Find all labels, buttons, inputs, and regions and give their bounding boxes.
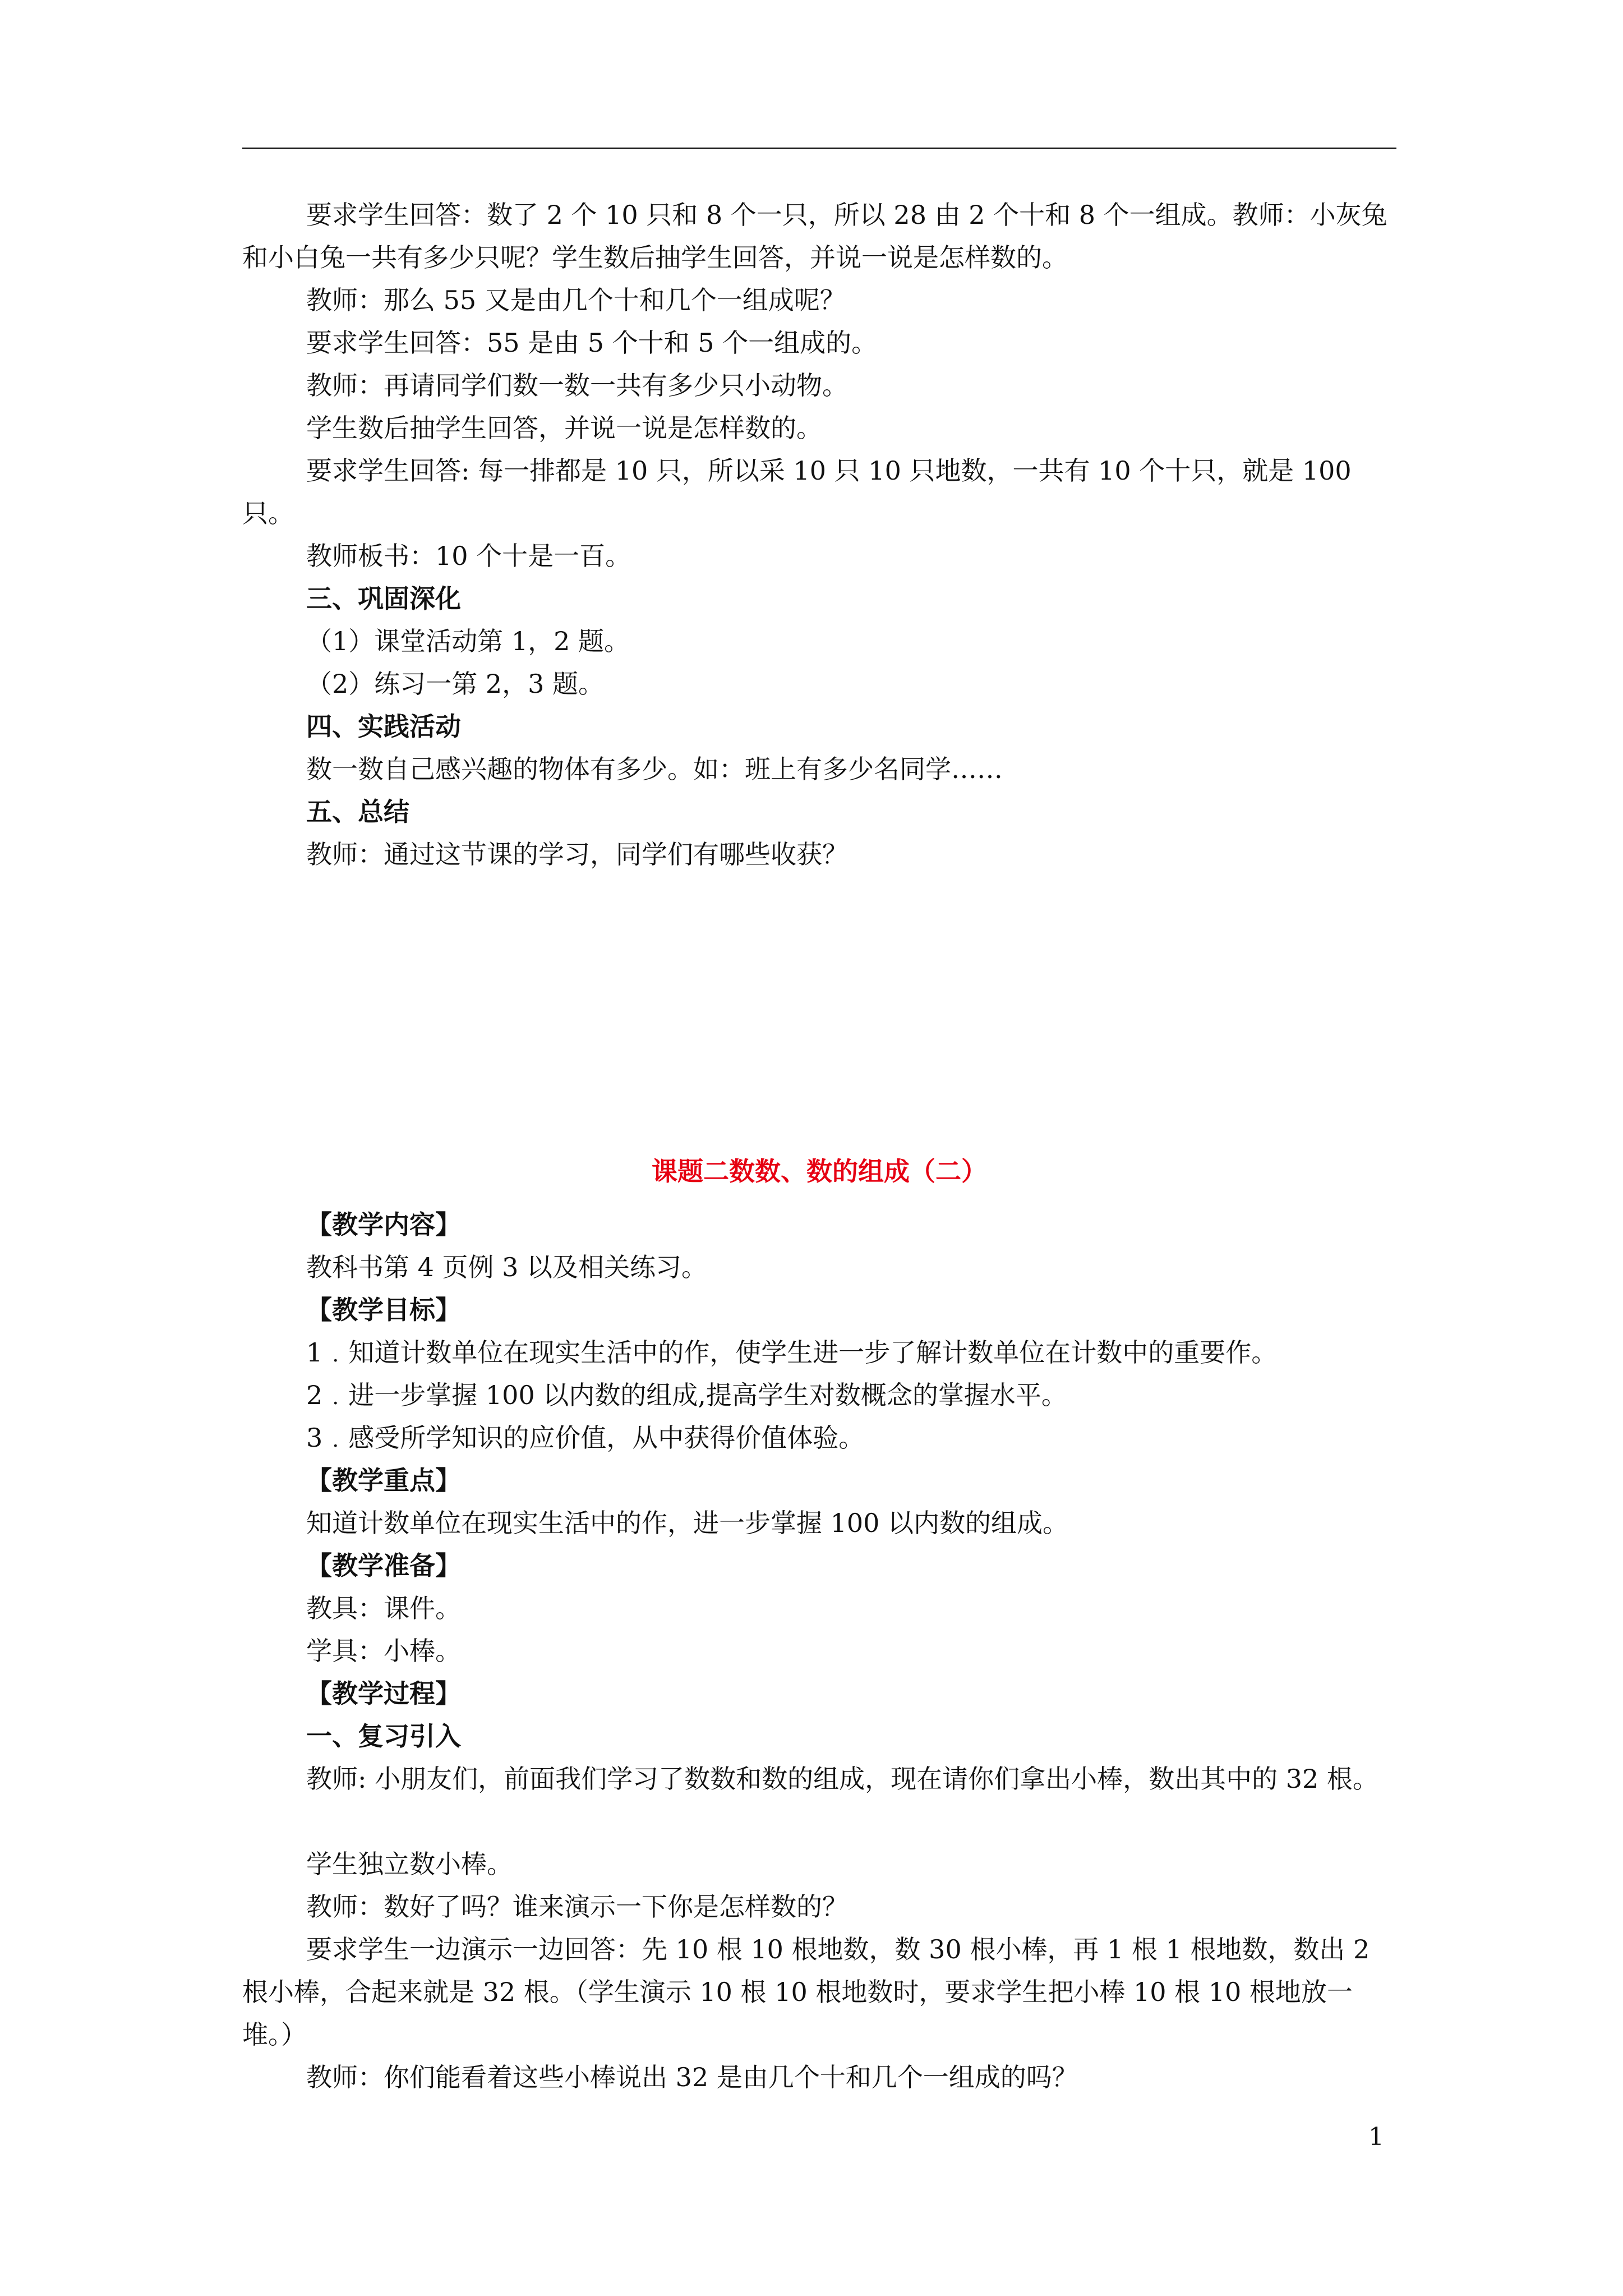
paragraph: 教师：通过这节课的学习，同学们有哪些收获？ bbox=[306, 839, 848, 869]
section-heading: 四、实践活动 bbox=[306, 711, 461, 742]
paragraph: 要求学生回答：55 是由 5 个十和 5 个一组成的。 bbox=[306, 328, 878, 358]
paragraph: 教师：数好了吗？谁来演示一下你是怎样数的？ bbox=[306, 1892, 848, 1922]
paragraph: 2﹒进一步掌握 100 以内数的组成,提高学生对数概念的掌握水平。 bbox=[306, 1380, 1067, 1410]
header-rule bbox=[242, 148, 1396, 149]
paragraph: （2）练习一第 2，3 题。 bbox=[306, 669, 605, 699]
paragraph: 学具：小棒。 bbox=[306, 1636, 461, 1666]
section-heading: 五、总结 bbox=[306, 797, 409, 827]
section-heading: 【教学过程】 bbox=[306, 1678, 461, 1709]
page-number: 1 bbox=[1368, 2123, 1384, 2151]
paragraph: 教师：那么 55 又是由几个十和几个一组成呢？ bbox=[306, 285, 846, 315]
section-heading: 三、巩固深化 bbox=[306, 583, 461, 614]
paragraph: （1）课堂活动第 1，2 题。 bbox=[306, 626, 630, 656]
paragraph: 教师板书：10 个十是一百。 bbox=[306, 541, 631, 571]
section-heading: 【教学准备】 bbox=[306, 1550, 461, 1581]
paragraph: 教具：课件。 bbox=[306, 1593, 461, 1623]
paragraph: 数一数自己感兴趣的物体有多少。如：班上有多少名同学…… bbox=[306, 754, 1003, 784]
section-heading: 【教学目标】 bbox=[306, 1295, 461, 1325]
paragraph: 学生独立数小棒。 bbox=[306, 1849, 513, 1879]
section-heading: 【教学内容】 bbox=[306, 1209, 461, 1240]
paragraph: 要求学生一边演示一边回答：先 10 根 10 根地数，数 30 根小棒，再 1 根 1 根地数，数出 2 根小棒，合起来就是 32 根。（学生演示 10 根 10 根地数时，要求学生把小棒 10 根 10 根地放一堆。） bbox=[242, 1934, 1370, 2050]
paragraph: 学生数后抽学生回答，并说一说是怎样数的。 bbox=[306, 413, 822, 443]
paragraph: 教师：再请同学们数一数一共有多少只小动物。 bbox=[306, 370, 848, 401]
lesson-title: 课题二数数、数的组成（二） bbox=[652, 1156, 987, 1186]
paragraph: 教科书第 4 页例 3 以及相关练习。 bbox=[306, 1252, 708, 1282]
paragraph: 1﹒知道计数单位在现实生活中的作，使学生进一步了解计数单位在计数中的重要作。 bbox=[306, 1337, 1278, 1368]
paragraph: 3﹒感受所学知识的应价值，从中获得价值体验。 bbox=[306, 1423, 865, 1453]
section-heading: 一、复习引入 bbox=[306, 1721, 461, 1751]
paragraph: 要求学生回答：数了 2 个 10 只和 8 个一只，所以 28 由 2 个十和 8 个一组成。教师：小灰兔和小白兔一共有多少只呢？学生数后抽学生回答，并说一说是怎样数的。 bbox=[242, 200, 1387, 273]
paragraph: 知道计数单位在现实生活中的作，进一步掌握 100 以内数的组成。 bbox=[306, 1508, 1069, 1538]
section-heading: 【教学重点】 bbox=[306, 1465, 461, 1496]
paragraph: 教师: 小朋友们，前面我们学习了数数和数的组成，现在请你们拿出小棒，数出其中的 32 根。 bbox=[306, 1764, 1378, 1794]
paragraph: 要求学生回答: 每一排都是 10 只，所以采 10 只 10 只地数，一共有 10 个十只，就是 100 只。 bbox=[242, 455, 1352, 528]
paragraph: 教师：你们能看着这些小棒说出 32 是由几个十和几个一组成的吗？ bbox=[306, 2062, 1078, 2092]
